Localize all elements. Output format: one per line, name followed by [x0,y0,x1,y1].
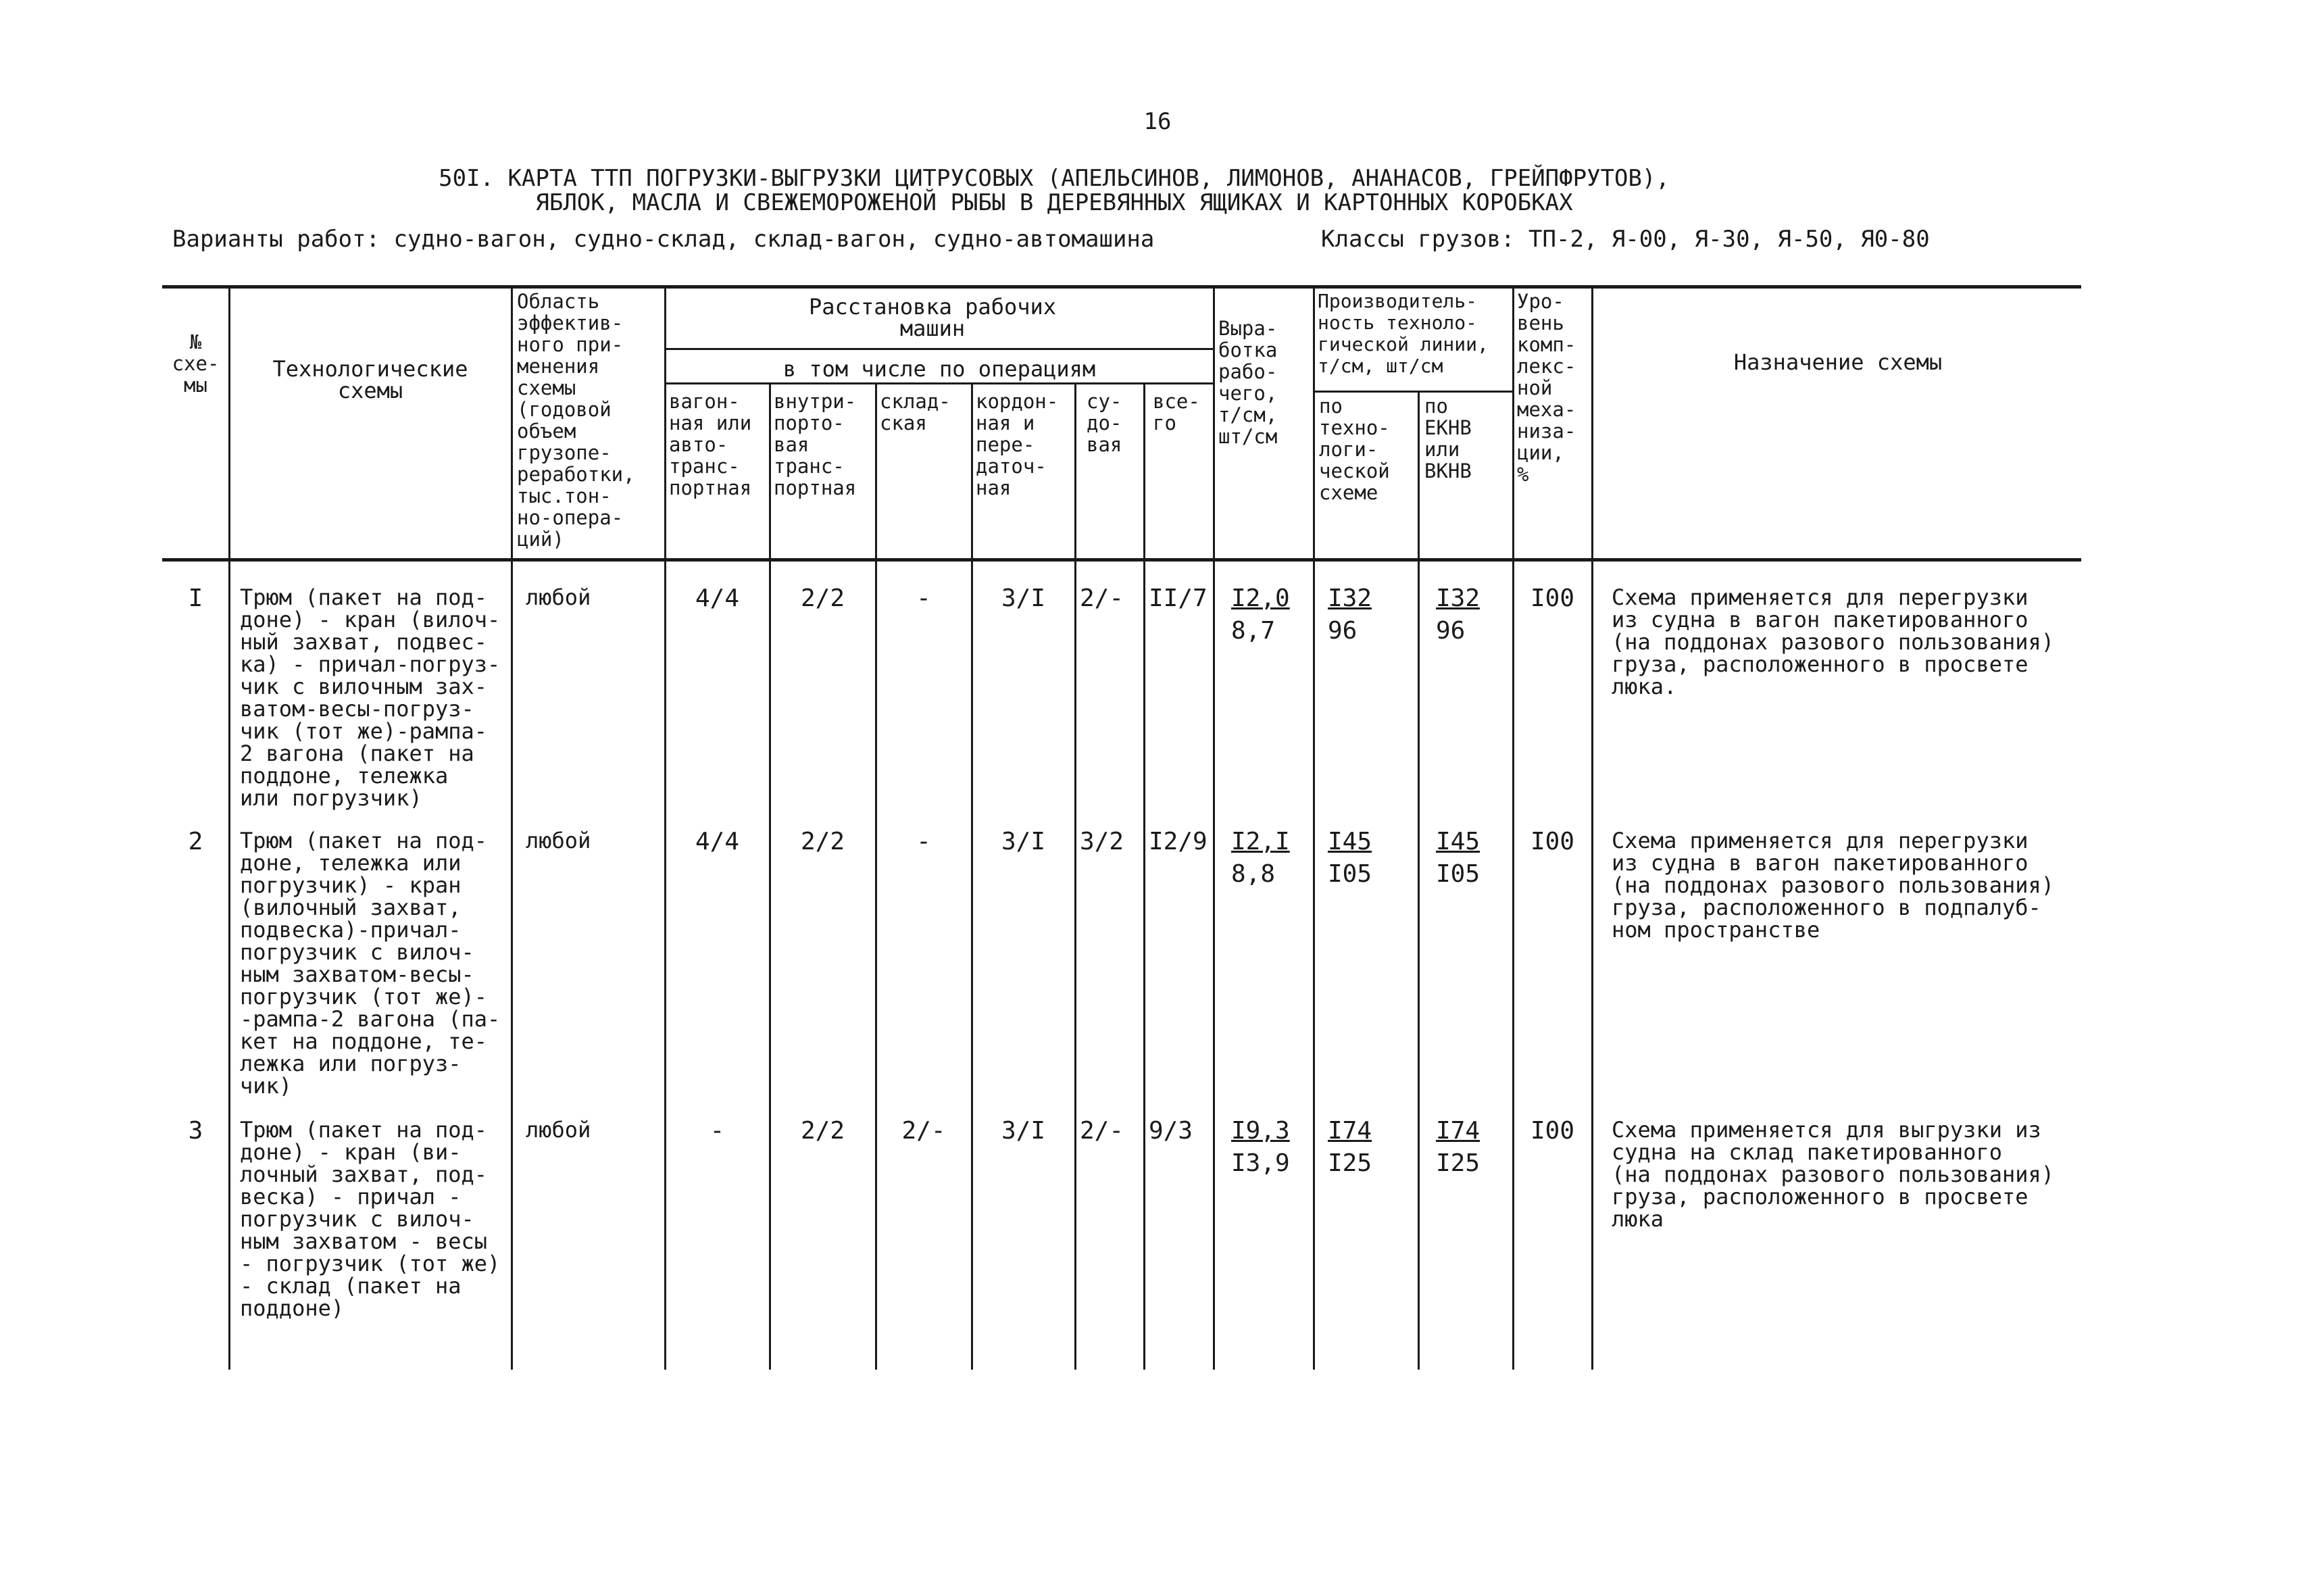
header-total: все- го [1153,390,1200,434]
row-inner-port: 2/2 [800,1117,845,1145]
row-worker-output [1231,582,1290,647]
placement-subheader-rule [666,348,1213,350]
row-productivity-ekhv [1436,582,1480,647]
page-number: 16 [1143,108,1172,135]
col-sep-9 [1213,285,1215,1370]
row-warehouse: - [916,584,931,612]
header-machine-placement: Расстановка рабочих машин [808,294,1057,341]
row-inner-port: 2/2 [800,584,845,612]
header-wagon-auto: вагон- ная или авто- транс- портная [669,390,752,499]
row-prod-ekhv-bottom: I25 [1436,1149,1480,1177]
header-by-tech-scheme: по техно- логи- ческой схеме [1319,395,1390,504]
row-productivity-ekhv [1436,1115,1480,1180]
row-prod-ekhv-top: I32 [1436,584,1480,612]
row-productivity-tech [1328,826,1372,891]
row-total: II/7 [1149,584,1208,612]
header-including-operations: в том числе по операциям [782,356,1096,382]
productivity-subheader-rule [1314,391,1514,393]
row-wagon-auto: - [710,1117,725,1145]
row-prod-tech-top: I74 [1328,1117,1372,1145]
col-sep-7 [1074,382,1076,1370]
row-prod-tech-bottom: I25 [1328,1149,1372,1177]
row-technological-scheme: Трюм (пакет на под- доне) - кран (вилоч- ный захват, подвес- ка) - причал-погруз- чик с вилочным зах- ватом-весы-погруз- чик (тот же)-рампа- 2 вагона (пакет на поддоне, тележка или погрузчик) [240,584,501,811]
row-prod-tech-top: I45 [1328,828,1372,855]
col-sep-12 [1512,285,1514,1370]
row-productivity-tech [1328,582,1372,647]
col-sep-4 [769,382,771,1370]
row-ship-ops: 2/- [1080,584,1124,612]
header-bottom-rule [162,558,2081,562]
row-inner-port: 2/2 [800,828,845,855]
row-cordon-transfer: 3/I [1001,584,1046,612]
header-cordon-transfer: кордон- ная и пере- даточ- ная [976,390,1059,499]
row-worker-output [1231,1115,1290,1180]
col-sep-8 [1143,382,1145,1370]
row-output-bottom: I3,9 [1231,1149,1290,1177]
row-scheme-purpose: Схема применяется для выгрузки из судна на склад пакетированного (на поддонах разового пользования) груза, расположенного в просвете люка [1612,1117,2055,1232]
row-prod-ekhv-top: I74 [1436,1117,1480,1145]
col-sep-1 [228,285,230,1370]
row-output-bottom: 8,7 [1231,617,1276,645]
header-worker-output: Выра- ботка рабо- чего, т/см, шт/см [1218,317,1278,448]
header-warehouse: склад- ская [880,390,951,434]
row-mechanization-level: I00 [1530,584,1575,612]
header-mechanization-level: Уро- вень комп- лекс- ной меха- низа- ции, % [1517,290,1576,486]
row-wagon-auto: 4/4 [695,584,740,612]
row-output-top: I2,0 [1231,584,1290,612]
header-line-productivity: Производитель- ность техноло- гической линии, т/см, шт/см [1318,290,1489,377]
header-by-ekhv: по ЕКНВ или ВКНВ [1424,395,1472,482]
document-title [189,166,1919,215]
header-scheme-purpose: Назначение схемы [1733,349,1943,375]
row-scheme-number: 3 [188,1117,203,1145]
row-cordon-transfer: 3/I [1001,1117,1046,1145]
row-application-area: любой [526,828,591,853]
row-application-area: любой [526,1117,591,1143]
header-ship-ops: су- до- вая [1087,390,1122,456]
row-warehouse: 2/- [901,1117,946,1145]
header-application-area: Область эффектив- ного при- менения схемы (годовой объем грузопе- реработки, тыс.тон- но-опера- ций) [517,290,635,551]
col-sep-2 [511,285,513,1370]
header-technological-schemes: Технологические схемы [272,356,468,403]
row-prod-tech-top: I32 [1328,584,1372,612]
row-warehouse: - [916,828,931,855]
row-output-top: I2,I [1231,828,1290,855]
row-scheme-number: I [188,584,203,612]
row-total: I2/9 [1149,828,1208,855]
col-sep-13 [1591,285,1593,1370]
row-prod-ekhv-top: I45 [1436,828,1480,855]
header-inner-port: внутри- порто- вая транс- портная [774,390,857,499]
col-sep-10 [1313,285,1315,1370]
col-sep-5 [875,382,877,1370]
operations-subheader-rule [666,382,1213,384]
row-scheme-purpose: Схема применяется для перегрузки из судна в вагон пакетированного (на поддонах разового пользования) груза, расположенного в подпалуб- ном пространстве [1612,828,2055,943]
row-prod-ekhv-bottom: 96 [1436,617,1466,645]
row-prod-tech-bottom: 96 [1328,617,1358,645]
table-top-rule [162,285,2081,289]
row-wagon-auto: 4/4 [695,828,740,855]
title-line-2: ЯБЛОК, МАСЛА И СВЕЖЕМОРОЖЕНОЙ РЫБЫ В ДЕРЕВЯННЫХ ЯЩИКАХ И КАРТОННЫХ КОРОБКАХ [535,189,1573,216]
row-technological-scheme: Трюм (пакет на под- доне) - кран (ви- лочный захват, под- веска) - причал - погрузчик с вилоч- ным захватом - весы - погрузчик (тот же) - склад (пакет на поддоне) [240,1117,501,1321]
row-ship-ops: 2/- [1080,1117,1124,1145]
row-productivity-tech [1328,1115,1372,1180]
row-worker-output [1231,826,1290,891]
title-line-1: 50I. КАРТА ТТП ПОГРУЗКИ-ВЫГРУЗКИ ЦИТРУСОВЫХ (АПЕЛЬСИНОВ, ЛИМОНОВ, АНАНАСОВ, ГРЕЙПФРУТОВ), [439,165,1670,192]
row-output-top: I9,3 [1231,1117,1290,1145]
row-technological-scheme: Трюм (пакет на под- доне, тележка или погрузчик) - кран (вилочный захват, подвеска)-причал- погрузчик с вилоч- ным захватом-весы- погрузчик (тот же)- -рампа-2 вагона (па- кет на поддоне, те- лежка или погруз- чик) [240,828,501,1099]
row-scheme-purpose: Схема применяется для перегрузки из судна в вагон пакетированного (на поддонах разового пользования) груза, расположенного в просвете люка. [1612,584,2055,699]
row-prod-tech-bottom: I05 [1328,860,1372,888]
col-sep-6 [971,382,973,1370]
row-mechanization-level: I00 [1530,828,1575,855]
row-cordon-transfer: 3/I [1001,828,1046,855]
row-productivity-ekhv [1436,826,1480,891]
header-scheme-number: № схе- мы [172,330,220,397]
row-total: 9/3 [1149,1117,1193,1145]
row-output-bottom: 8,8 [1231,860,1276,888]
row-application-area: любой [526,584,591,610]
work-variants: Варианты работ: судно-вагон, судно-склад, склад-вагон, судно-автомашина [172,226,1155,253]
col-sep-11 [1418,391,1420,1370]
cargo-classes: Классы грузов: ТП-2, Я-00, Я-30, Я-50, Я0-80 [1321,226,1930,253]
row-mechanization-level: I00 [1530,1117,1575,1145]
row-ship-ops: 3/2 [1080,828,1124,855]
row-scheme-number: 2 [188,828,203,855]
row-prod-ekhv-bottom: I05 [1436,860,1480,888]
